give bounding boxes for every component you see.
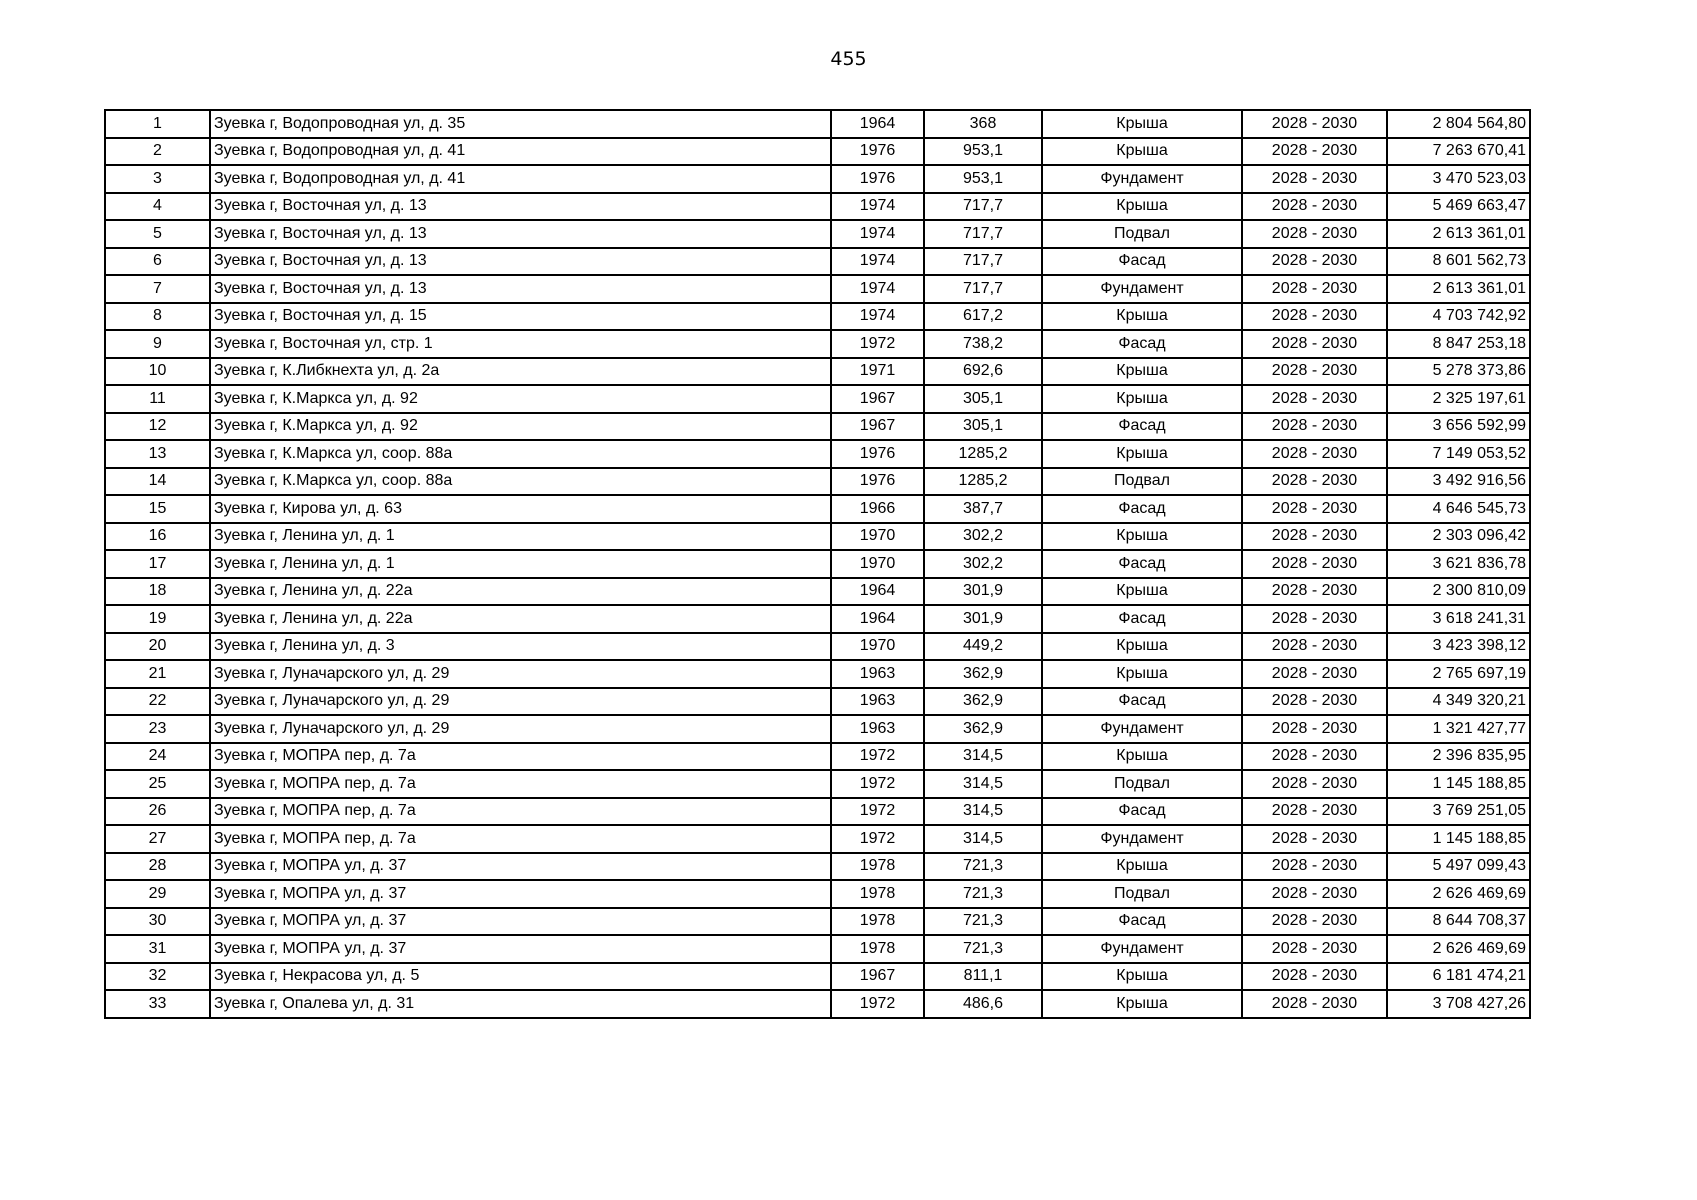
cost-cell: 8 644 708,37 [1387,908,1530,936]
row-number-cell: 12 [105,413,210,441]
work-type-cell: Фундамент [1042,715,1242,743]
table-row [105,248,1530,276]
address-cell: Зуевка г, Водопроводная ул, д. 41 [210,165,831,193]
table-row [105,385,1530,413]
cost-cell: 2 303 096,42 [1387,523,1530,551]
table-row [105,275,1530,303]
area-cell: 721,3 [924,880,1042,908]
row-number-cell: 6 [105,248,210,276]
table-row [105,193,1530,221]
row-number-cell: 3 [105,165,210,193]
work-type-cell: Крыша [1042,523,1242,551]
cost-cell: 7 263 670,41 [1387,138,1530,166]
area-cell: 953,1 [924,165,1042,193]
year-built-cell: 1971 [831,358,924,386]
year-built-cell: 1976 [831,138,924,166]
area-cell: 305,1 [924,385,1042,413]
table-row [105,853,1530,881]
area-cell: 617,2 [924,303,1042,331]
year-built-cell: 1974 [831,193,924,221]
work-type-cell: Крыша [1042,385,1242,413]
row-number-cell: 7 [105,275,210,303]
address-cell: Зуевка г, МОПРА пер, д. 7а [210,770,831,798]
cost-cell: 3 423 398,12 [1387,633,1530,661]
year-built-cell: 1967 [831,385,924,413]
cost-cell: 3 708 427,26 [1387,990,1530,1018]
year-built-cell: 1970 [831,633,924,661]
row-number-cell: 25 [105,770,210,798]
row-number-cell: 32 [105,963,210,991]
cost-cell: 1 321 427,77 [1387,715,1530,743]
cost-cell: 2 626 469,69 [1387,935,1530,963]
area-cell: 721,3 [924,853,1042,881]
work-type-cell: Крыша [1042,633,1242,661]
area-cell: 301,9 [924,578,1042,606]
address-cell: Зуевка г, К.Маркса ул, соор. 88а [210,468,831,496]
year-built-cell: 1974 [831,248,924,276]
cost-cell: 3 621 836,78 [1387,550,1530,578]
address-cell: Зуевка г, Восточная ул, д. 13 [210,275,831,303]
period-cell: 2028 - 2030 [1242,165,1387,193]
address-cell: Зуевка г, Луначарского ул, д. 29 [210,660,831,688]
cost-cell: 1 145 188,85 [1387,825,1530,853]
year-built-cell: 1972 [831,798,924,826]
year-built-cell: 1970 [831,550,924,578]
area-cell: 362,9 [924,660,1042,688]
period-cell: 2028 - 2030 [1242,358,1387,386]
year-built-cell: 1978 [831,935,924,963]
row-number-cell: 27 [105,825,210,853]
period-cell: 2028 - 2030 [1242,990,1387,1018]
area-cell: 314,5 [924,743,1042,771]
address-cell: Зуевка г, Восточная ул, д. 13 [210,193,831,221]
period-cell: 2028 - 2030 [1242,770,1387,798]
row-number-cell: 15 [105,495,210,523]
year-built-cell: 1964 [831,110,924,138]
work-type-cell: Фасад [1042,413,1242,441]
period-cell: 2028 - 2030 [1242,193,1387,221]
cost-cell: 2 804 564,80 [1387,110,1530,138]
cost-cell: 2 613 361,01 [1387,220,1530,248]
row-number-cell: 28 [105,853,210,881]
registry-table [104,109,1531,1019]
table-row [105,990,1530,1018]
area-cell: 314,5 [924,798,1042,826]
table-row [105,660,1530,688]
table-row [105,715,1530,743]
period-cell: 2028 - 2030 [1242,413,1387,441]
row-number-cell: 33 [105,990,210,1018]
work-type-cell: Крыша [1042,138,1242,166]
period-cell: 2028 - 2030 [1242,330,1387,358]
address-cell: Зуевка г, Луначарского ул, д. 29 [210,688,831,716]
work-type-cell: Крыша [1042,990,1242,1018]
row-number-cell: 10 [105,358,210,386]
period-cell: 2028 - 2030 [1242,715,1387,743]
row-number-cell: 23 [105,715,210,743]
year-built-cell: 1976 [831,468,924,496]
work-type-cell: Крыша [1042,853,1242,881]
cost-cell: 8 601 562,73 [1387,248,1530,276]
work-type-cell: Крыша [1042,358,1242,386]
year-built-cell: 1963 [831,660,924,688]
cost-cell: 3 769 251,05 [1387,798,1530,826]
work-type-cell: Фундамент [1042,825,1242,853]
year-built-cell: 1978 [831,908,924,936]
period-cell: 2028 - 2030 [1242,853,1387,881]
work-type-cell: Фундамент [1042,935,1242,963]
row-number-cell: 31 [105,935,210,963]
year-built-cell: 1970 [831,523,924,551]
period-cell: 2028 - 2030 [1242,220,1387,248]
work-type-cell: Крыша [1042,110,1242,138]
period-cell: 2028 - 2030 [1242,385,1387,413]
address-cell: Зуевка г, Водопроводная ул, д. 35 [210,110,831,138]
address-cell: Зуевка г, Луначарского ул, д. 29 [210,715,831,743]
year-built-cell: 1972 [831,990,924,1018]
work-type-cell: Крыша [1042,303,1242,331]
table-row [105,523,1530,551]
table-row [105,413,1530,441]
area-cell: 449,2 [924,633,1042,661]
work-type-cell: Фасад [1042,248,1242,276]
table-row [105,880,1530,908]
area-cell: 811,1 [924,963,1042,991]
table-row [105,743,1530,771]
row-number-cell: 9 [105,330,210,358]
area-cell: 717,7 [924,248,1042,276]
period-cell: 2028 - 2030 [1242,908,1387,936]
year-built-cell: 1976 [831,165,924,193]
period-cell: 2028 - 2030 [1242,688,1387,716]
address-cell: Зуевка г, МОПРА ул, д. 37 [210,908,831,936]
year-built-cell: 1972 [831,743,924,771]
year-built-cell: 1963 [831,688,924,716]
period-cell: 2028 - 2030 [1242,275,1387,303]
area-cell: 953,1 [924,138,1042,166]
period-cell: 2028 - 2030 [1242,468,1387,496]
address-cell: Зуевка г, Восточная ул, д. 13 [210,248,831,276]
area-cell: 362,9 [924,688,1042,716]
address-cell: Зуевка г, Ленина ул, д. 1 [210,550,831,578]
address-cell: Зуевка г, Восточная ул, д. 15 [210,303,831,331]
period-cell: 2028 - 2030 [1242,633,1387,661]
address-cell: Зуевка г, Опалева ул, д. 31 [210,990,831,1018]
address-cell: Зуевка г, МОПРА пер, д. 7а [210,743,831,771]
period-cell: 2028 - 2030 [1242,440,1387,468]
row-number-cell: 13 [105,440,210,468]
address-cell: Зуевка г, Восточная ул, д. 13 [210,220,831,248]
address-cell: Зуевка г, Ленина ул, д. 22а [210,578,831,606]
row-number-cell: 29 [105,880,210,908]
cost-cell: 2 613 361,01 [1387,275,1530,303]
address-cell: Зуевка г, Ленина ул, д. 1 [210,523,831,551]
table-row [105,935,1530,963]
year-built-cell: 1966 [831,495,924,523]
period-cell: 2028 - 2030 [1242,963,1387,991]
table-row [105,330,1530,358]
row-number-cell: 2 [105,138,210,166]
cost-cell: 5 278 373,86 [1387,358,1530,386]
table-row [105,963,1530,991]
year-built-cell: 1974 [831,220,924,248]
work-type-cell: Фасад [1042,605,1242,633]
period-cell: 2028 - 2030 [1242,248,1387,276]
cost-cell: 5 469 663,47 [1387,193,1530,221]
work-type-cell: Подвал [1042,468,1242,496]
work-type-cell: Крыша [1042,660,1242,688]
work-type-cell: Фундамент [1042,275,1242,303]
work-type-cell: Подвал [1042,770,1242,798]
work-type-cell: Крыша [1042,578,1242,606]
area-cell: 368 [924,110,1042,138]
work-type-cell: Фасад [1042,688,1242,716]
table-row [105,495,1530,523]
area-cell: 692,6 [924,358,1042,386]
period-cell: 2028 - 2030 [1242,798,1387,826]
cost-cell: 2 396 835,95 [1387,743,1530,771]
address-cell: Зуевка г, МОПРА ул, д. 37 [210,853,831,881]
table-row [105,633,1530,661]
period-cell: 2028 - 2030 [1242,138,1387,166]
area-cell: 305,1 [924,413,1042,441]
row-number-cell: 8 [105,303,210,331]
cost-cell: 2 626 469,69 [1387,880,1530,908]
year-built-cell: 1978 [831,880,924,908]
area-cell: 717,7 [924,220,1042,248]
cost-cell: 4 646 545,73 [1387,495,1530,523]
cost-cell: 3 492 916,56 [1387,468,1530,496]
row-number-cell: 16 [105,523,210,551]
work-type-cell: Крыша [1042,743,1242,771]
address-cell: Зуевка г, МОПРА пер, д. 7а [210,798,831,826]
address-cell: Зуевка г, К.Маркса ул, д. 92 [210,385,831,413]
table-row [105,688,1530,716]
cost-cell: 2 765 697,19 [1387,660,1530,688]
table-row [105,220,1530,248]
address-cell: Зуевка г, МОПРА пер, д. 7а [210,825,831,853]
period-cell: 2028 - 2030 [1242,743,1387,771]
address-cell: Зуевка г, Ленина ул, д. 22а [210,605,831,633]
period-cell: 2028 - 2030 [1242,550,1387,578]
area-cell: 314,5 [924,825,1042,853]
year-built-cell: 1963 [831,715,924,743]
row-number-cell: 4 [105,193,210,221]
area-cell: 717,7 [924,193,1042,221]
work-type-cell: Фасад [1042,798,1242,826]
cost-cell: 3 470 523,03 [1387,165,1530,193]
row-number-cell: 14 [105,468,210,496]
cost-cell: 3 656 592,99 [1387,413,1530,441]
year-built-cell: 1974 [831,303,924,331]
area-cell: 486,6 [924,990,1042,1018]
row-number-cell: 18 [105,578,210,606]
work-type-cell: Крыша [1042,963,1242,991]
address-cell: Зуевка г, Восточная ул, стр. 1 [210,330,831,358]
table-row [105,138,1530,166]
period-cell: 2028 - 2030 [1242,605,1387,633]
work-type-cell: Крыша [1042,440,1242,468]
year-built-cell: 1978 [831,853,924,881]
address-cell: Зуевка г, Ленина ул, д. 3 [210,633,831,661]
row-number-cell: 26 [105,798,210,826]
year-built-cell: 1972 [831,825,924,853]
table-row [105,825,1530,853]
area-cell: 302,2 [924,523,1042,551]
area-cell: 302,2 [924,550,1042,578]
area-cell: 721,3 [924,935,1042,963]
cost-cell: 2 300 810,09 [1387,578,1530,606]
work-type-cell: Крыша [1042,193,1242,221]
cost-cell: 1 145 188,85 [1387,770,1530,798]
cost-cell: 7 149 053,52 [1387,440,1530,468]
cost-cell: 3 618 241,31 [1387,605,1530,633]
cost-cell: 6 181 474,21 [1387,963,1530,991]
address-cell: Зуевка г, К.Маркса ул, соор. 88а [210,440,831,468]
address-cell: Зуевка г, МОПРА ул, д. 37 [210,935,831,963]
row-number-cell: 17 [105,550,210,578]
table-row [105,798,1530,826]
year-built-cell: 1964 [831,578,924,606]
address-cell: Зуевка г, К.Либкнехта ул, д. 2а [210,358,831,386]
cost-cell: 2 325 197,61 [1387,385,1530,413]
year-built-cell: 1972 [831,330,924,358]
cost-cell: 5 497 099,43 [1387,853,1530,881]
work-type-cell: Фасад [1042,550,1242,578]
table-row [105,908,1530,936]
year-built-cell: 1967 [831,413,924,441]
cost-cell: 4 349 320,21 [1387,688,1530,716]
table-row [105,303,1530,331]
period-cell: 2028 - 2030 [1242,495,1387,523]
table-row [105,578,1530,606]
area-cell: 387,7 [924,495,1042,523]
row-number-cell: 11 [105,385,210,413]
table-row [105,605,1530,633]
row-number-cell: 22 [105,688,210,716]
row-number-cell: 19 [105,605,210,633]
address-cell: Зуевка г, Некрасова ул, д. 5 [210,963,831,991]
row-number-cell: 20 [105,633,210,661]
table-row [105,468,1530,496]
period-cell: 2028 - 2030 [1242,825,1387,853]
work-type-cell: Фасад [1042,495,1242,523]
period-cell: 2028 - 2030 [1242,523,1387,551]
cost-cell: 8 847 253,18 [1387,330,1530,358]
row-number-cell: 30 [105,908,210,936]
area-cell: 1285,2 [924,468,1042,496]
table-row [105,550,1530,578]
address-cell: Зуевка г, Водопроводная ул, д. 41 [210,138,831,166]
row-number-cell: 1 [105,110,210,138]
year-built-cell: 1972 [831,770,924,798]
area-cell: 362,9 [924,715,1042,743]
area-cell: 301,9 [924,605,1042,633]
cost-cell: 4 703 742,92 [1387,303,1530,331]
table-body [105,110,1530,1018]
row-number-cell: 21 [105,660,210,688]
period-cell: 2028 - 2030 [1242,303,1387,331]
year-built-cell: 1964 [831,605,924,633]
area-cell: 1285,2 [924,440,1042,468]
table-row [105,440,1530,468]
area-cell: 717,7 [924,275,1042,303]
address-cell: Зуевка г, МОПРА ул, д. 37 [210,880,831,908]
work-type-cell: Подвал [1042,880,1242,908]
address-cell: Зуевка г, Кирова ул, д. 63 [210,495,831,523]
work-type-cell: Фундамент [1042,165,1242,193]
area-cell: 721,3 [924,908,1042,936]
work-type-cell: Подвал [1042,220,1242,248]
period-cell: 2028 - 2030 [1242,578,1387,606]
period-cell: 2028 - 2030 [1242,880,1387,908]
work-type-cell: Фасад [1042,330,1242,358]
table-row [105,110,1530,138]
table-row [105,358,1530,386]
area-cell: 314,5 [924,770,1042,798]
table-row [105,770,1530,798]
row-number-cell: 5 [105,220,210,248]
year-built-cell: 1967 [831,963,924,991]
work-type-cell: Фасад [1042,908,1242,936]
period-cell: 2028 - 2030 [1242,110,1387,138]
page-number: 455 [830,48,867,70]
year-built-cell: 1976 [831,440,924,468]
table-row [105,165,1530,193]
row-number-cell: 24 [105,743,210,771]
address-cell: Зуевка г, К.Маркса ул, д. 92 [210,413,831,441]
period-cell: 2028 - 2030 [1242,660,1387,688]
period-cell: 2028 - 2030 [1242,935,1387,963]
area-cell: 738,2 [924,330,1042,358]
year-built-cell: 1974 [831,275,924,303]
